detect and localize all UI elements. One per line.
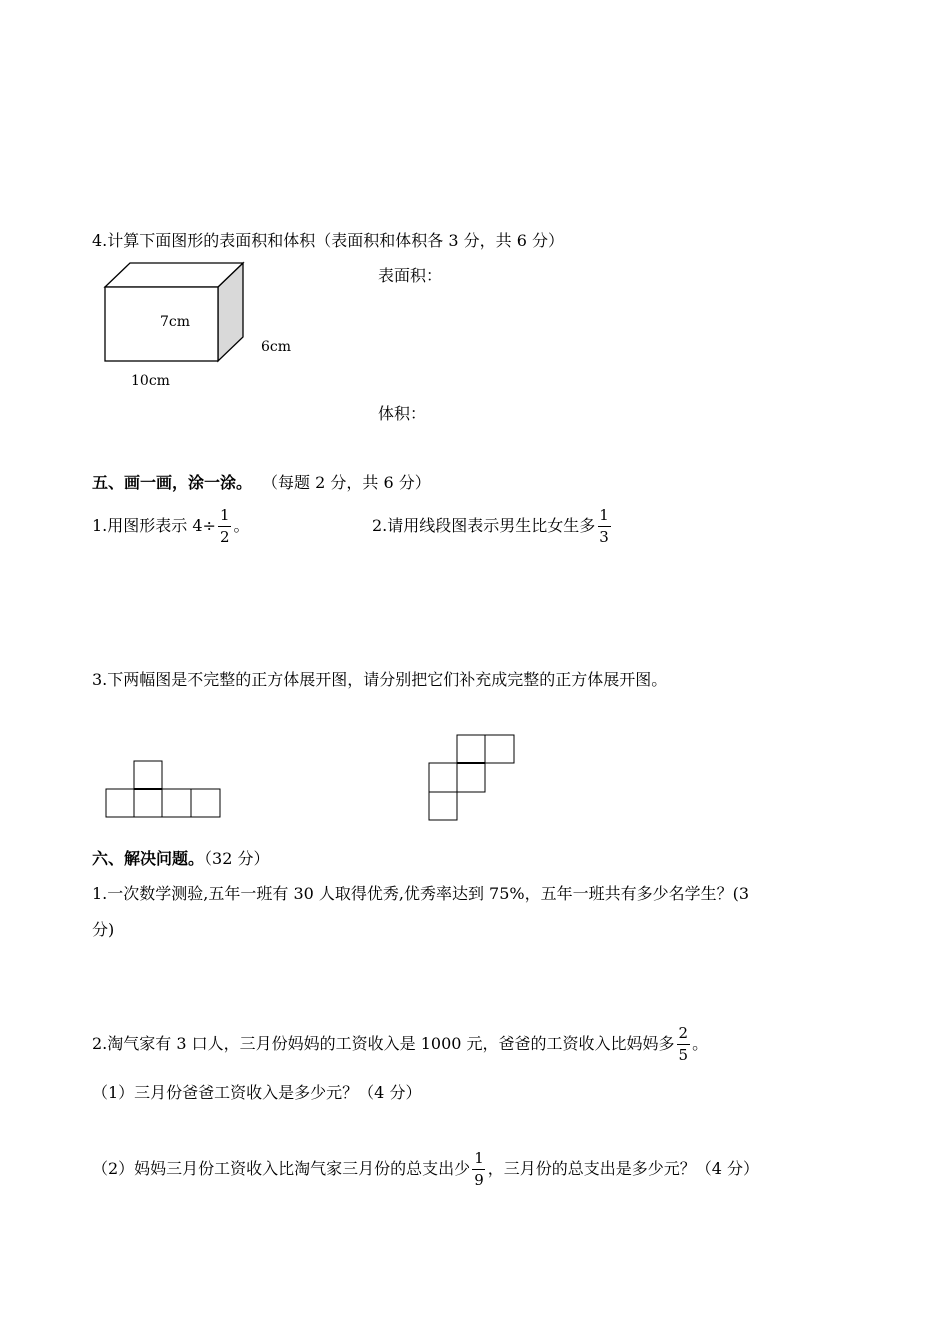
fraction-one-ninth bbox=[472, 1151, 486, 1188]
s6-q2-part2 bbox=[92, 1151, 759, 1188]
cuboid-depth-label: 6cm bbox=[261, 339, 292, 355]
cuboid-length-label: 10cm bbox=[131, 373, 170, 389]
s5-q3: 3.下两幅图是不完整的正方体展开图，请分别把它们补充成完整的正方体展开图。 bbox=[92, 670, 668, 689]
s6-q2-prefix: 2.淘气家有 3 口人，三月份妈妈的工资收入是 1000 元，爸爸的工资收入比妈妈多 bbox=[92, 1034, 675, 1053]
s6-q2-part1: （1）三月份爸爸工资收入是多少元？（4 分） bbox=[92, 1083, 422, 1102]
frac-den: 2 bbox=[219, 528, 230, 546]
s6-q2-part2-prefix: （2）妈妈三月份工资收入比淘气家三月份的总支出少 bbox=[92, 1159, 471, 1178]
s5-q1-prefix: 1.用图形表示 4÷ bbox=[92, 516, 216, 535]
frac-num: 1 bbox=[599, 506, 609, 524]
frac-den: 3 bbox=[599, 528, 609, 546]
section6-heading: 六、解决问题。 bbox=[92, 849, 205, 868]
fraction-two-fifths bbox=[677, 1026, 691, 1063]
frac-num: 1 bbox=[219, 506, 230, 524]
s5-q1-suffix: 。 bbox=[233, 516, 250, 535]
section6-header bbox=[92, 849, 269, 868]
s6-q2 bbox=[92, 1026, 708, 1063]
section5-points: （每题 2 分，共 6 分） bbox=[270, 473, 431, 492]
surface-area-label: 表面积： bbox=[378, 266, 443, 285]
s6-q2-suffix: 。 bbox=[692, 1034, 709, 1053]
volume-label: 体积： bbox=[378, 404, 427, 423]
q4-title: 4.计算下面图形的表面积和体积（表面积和体积各 3 分，共 6 分） bbox=[92, 231, 564, 250]
frac-num: 1 bbox=[474, 1149, 484, 1167]
frac-num: 2 bbox=[678, 1024, 689, 1042]
s5-q2-prefix: 2.请用线段图表示男生比女生多 bbox=[372, 516, 596, 535]
s6-q2-part2-suffix: ，三月份的总支出是多少元？（4 分） bbox=[487, 1159, 760, 1178]
section6-points: （32 分） bbox=[204, 849, 270, 868]
frac-den: 5 bbox=[678, 1046, 689, 1064]
frac-den: 9 bbox=[474, 1171, 484, 1189]
section5-heading: 五、画一画，涂一涂。 bbox=[92, 473, 253, 492]
s6-q1-line2: 分) bbox=[92, 920, 115, 939]
s6-q1-line1: 1.一次数学测验,五年一班有 30 人取得优秀,优秀率达到 75%，五年一班共有多少名学生？(3 bbox=[92, 884, 750, 903]
cuboid-height-label: 7cm bbox=[160, 314, 191, 330]
